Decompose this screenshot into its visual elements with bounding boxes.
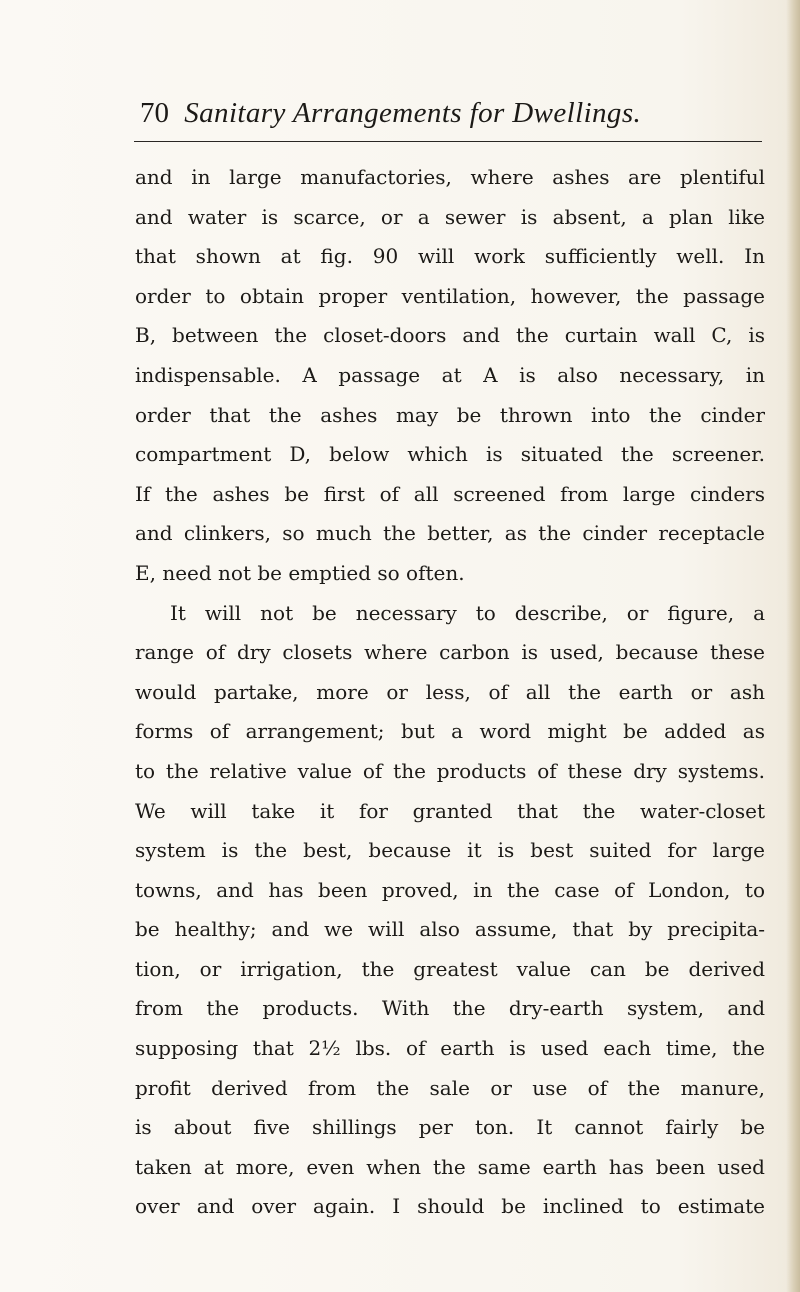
text-line: order to obtain proper ventilation, however, the passage bbox=[135, 283, 765, 308]
text-line: from the products. With the dry-earth system, and bbox=[135, 996, 765, 1021]
text-line: supposing that 2½ lbs. of earth is used each time, the bbox=[135, 1036, 765, 1061]
text-line: If the ashes be first of all screened from large cinders bbox=[135, 481, 765, 506]
text-line: over and over again. I should be inclined to estimate bbox=[135, 1194, 765, 1219]
text-line: to the relative value of the products of these dry systems. bbox=[135, 758, 765, 783]
text-line: indispensable. A passage at A is also necessary, in bbox=[135, 362, 765, 387]
text-line: range of dry closets where carbon is used, because these bbox=[135, 640, 765, 665]
page-edge-shadow bbox=[786, 0, 800, 1292]
body-text bbox=[135, 158, 765, 1227]
text-line: would partake, more or less, of all the earth or ash bbox=[135, 679, 765, 704]
text-line: taken at more, even when the same earth has been used bbox=[135, 1154, 765, 1179]
text-line: B, between the closet-doors and the curtain wall C, is bbox=[135, 323, 765, 348]
text-line: order that the ashes may be thrown into the cinder bbox=[135, 402, 765, 427]
text-line: and water is scarce, or a sewer is absent, a plan like bbox=[135, 204, 765, 229]
header-rule bbox=[134, 141, 762, 142]
text-line: be healthy; and we will also assume, that by precipita- bbox=[135, 917, 765, 942]
text-line: compartment D, below which is situated the screener. bbox=[135, 442, 765, 467]
paragraph-start-line: It will not be necessary to describe, or figure, a bbox=[170, 600, 765, 625]
page-header bbox=[140, 92, 770, 134]
text-line: is about five shillings per ton. It cannot fairly be bbox=[135, 1115, 765, 1140]
text-line: profit derived from the sale or use of the manure, bbox=[135, 1075, 765, 1100]
text-line: and in large manufactories, where ashes are plentiful bbox=[135, 165, 765, 189]
text-line: that shown at fig. 90 will work sufficiently well. In bbox=[135, 244, 765, 269]
page-number: 70 bbox=[140, 97, 169, 129]
text-line: system is the best, because it is best suited for large bbox=[135, 838, 765, 863]
text-line: We will take it for granted that the water-closet bbox=[135, 798, 765, 823]
text-line: and clinkers, so much the better, as the cinder receptacle bbox=[135, 521, 765, 546]
running-title: Sanitary Arrangements for Dwellings. bbox=[184, 97, 642, 129]
text-line: tion, or irrigation, the greatest value can be derived bbox=[135, 956, 765, 981]
paragraph-end-line: E, need not be emptied so often. bbox=[135, 560, 465, 585]
text-line: towns, and has been proved, in the case of London, to bbox=[135, 877, 765, 902]
text-line: forms of arrangement; but a word might be added as bbox=[135, 719, 765, 744]
